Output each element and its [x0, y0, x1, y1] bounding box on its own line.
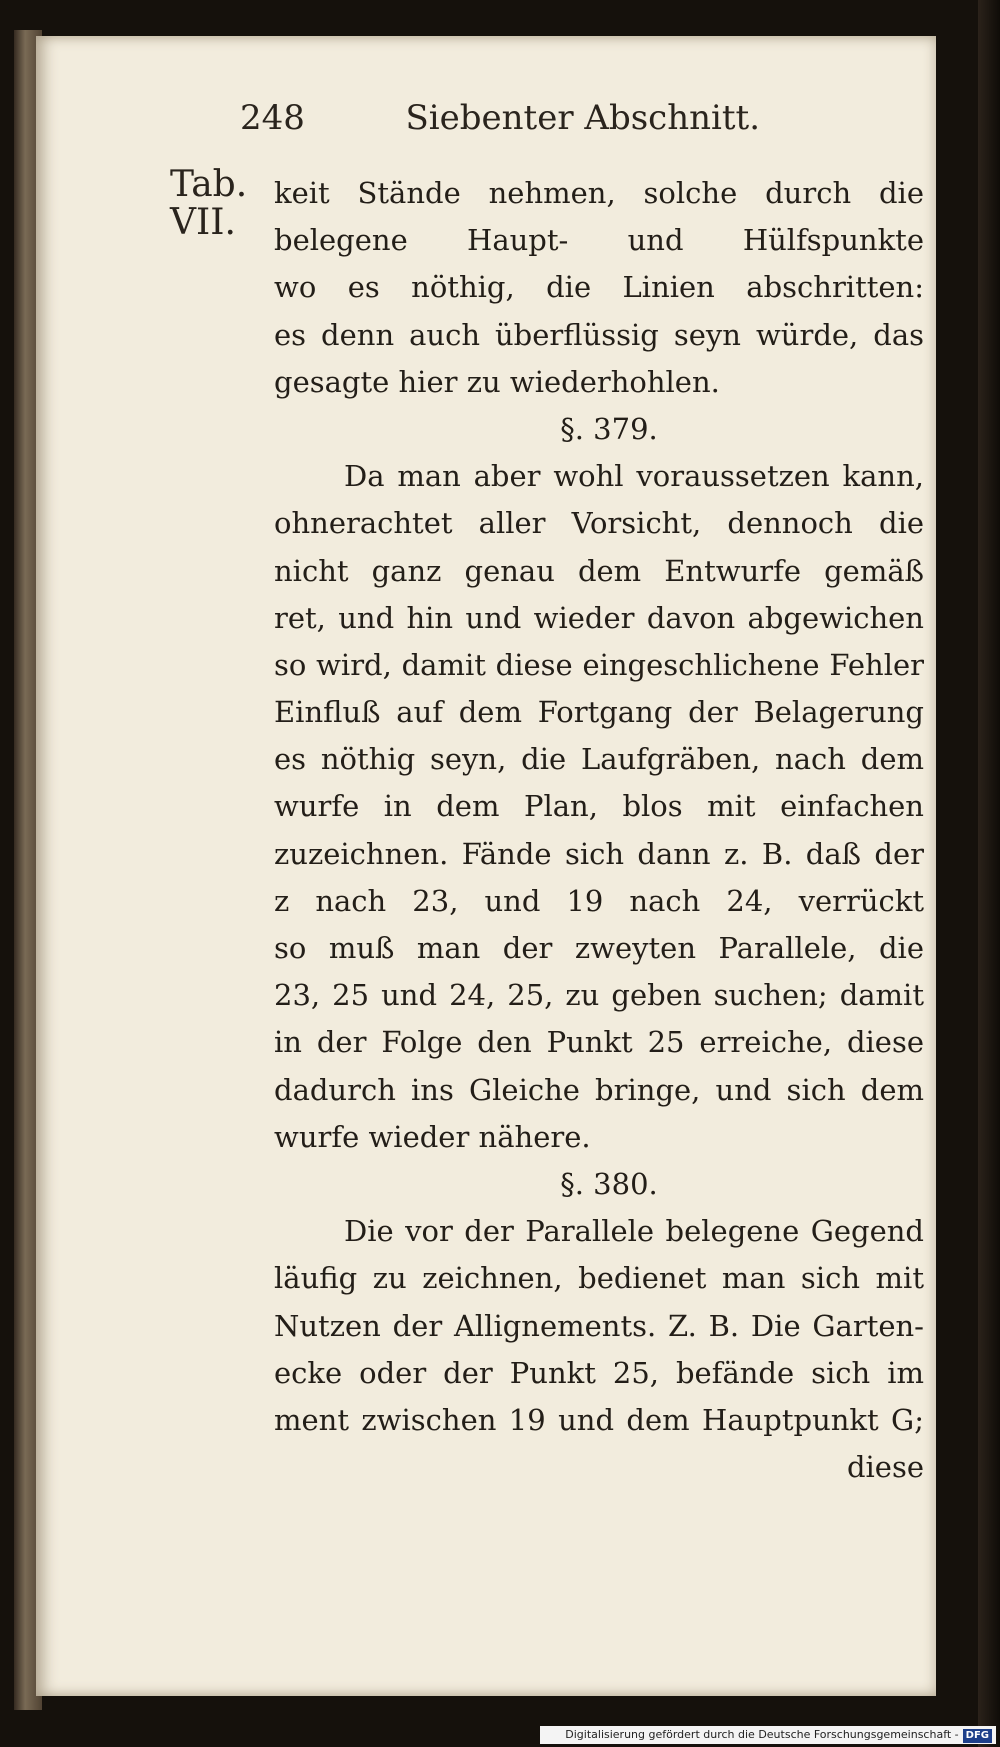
text-line: ment zwischen 19 und dem Hauptpunkt G; [274, 1402, 924, 1437]
text-line: z nach 23, und 19 nach 24, verrückt [274, 883, 924, 918]
text-line: wurfe in dem Plan, blos mit einfachen [274, 789, 924, 824]
binding-shadow [978, 0, 1000, 1747]
catchword: diese [846, 1450, 924, 1485]
page-body [274, 170, 924, 1491]
text-line: Da man aber wohl voraussetzen kann, [344, 459, 924, 494]
text-line: nicht ganz genau dem Entwurfe gemäß [274, 553, 924, 588]
text-line: dadurch ins Gleiche bringe, und sich dem [274, 1072, 924, 1107]
text-line: belegene Haupt- und Hülfspunkte [274, 223, 924, 258]
text-line: wurfe wieder nähere. [274, 1119, 591, 1154]
text-line: Nutzen der Allignements. Z. B. Die Garten- [274, 1308, 924, 1343]
section-heading-379: §. 379. [560, 411, 658, 446]
text-line: zuzeichnen. Fände sich dann z. B. daß der [274, 836, 924, 871]
page-number: 248 [240, 98, 305, 138]
digitization-footer [540, 1726, 996, 1744]
text-line: 23, 25 und 24, 25, zu geben suchen; damit [274, 978, 924, 1013]
footer-credit: Digitalisierung gefördert durch die Deutsche Forschungsgemeinschaft - [565, 1728, 959, 1741]
dfg-logo-icon: DFG [963, 1729, 992, 1743]
text-line: ecke oder der Punkt 25, befände sich im [274, 1355, 924, 1390]
text-line: gesagte hier zu wiederhohlen. [274, 364, 720, 399]
text-line: so muß man der zweyten Parallele, die [274, 931, 924, 965]
text-line: es nöthig seyn, die Laufgräben, nach dem [274, 742, 924, 777]
text-line: so wird, damit diese eingeschlichene Fehler [274, 647, 924, 682]
text-line: es denn auch überflüssig seyn würde, das [274, 317, 924, 352]
section-heading-380: §. 380. [560, 1166, 658, 1201]
running-header [240, 98, 760, 148]
running-title: Siebenter Abschnitt. [405, 98, 760, 138]
text-line: Die vor der Parallele belegene Gegend [344, 1214, 924, 1249]
margin-note-table-ref [170, 166, 250, 242]
text-line: ohnerachtet aller Vorsicht, dennoch die [274, 506, 924, 541]
text-line: ret, und hin und wieder davon abgewichen [274, 600, 924, 635]
text-line: läufig zu zeichnen, bedienet man sich mit [274, 1261, 924, 1296]
text-line: in der Folge den Punkt 25 erreiche, diese [274, 1025, 924, 1060]
margin-note-line-1: Tab. [170, 164, 248, 205]
text-line: keit Stände nehmen, solche durch die [274, 176, 924, 210]
text-line: Einfluß auf dem Fortgang der Belagerung [274, 695, 924, 730]
margin-note-line-2: VII. [170, 202, 236, 243]
text-line: wo es nöthig, die Linien abschritten: [274, 270, 924, 305]
